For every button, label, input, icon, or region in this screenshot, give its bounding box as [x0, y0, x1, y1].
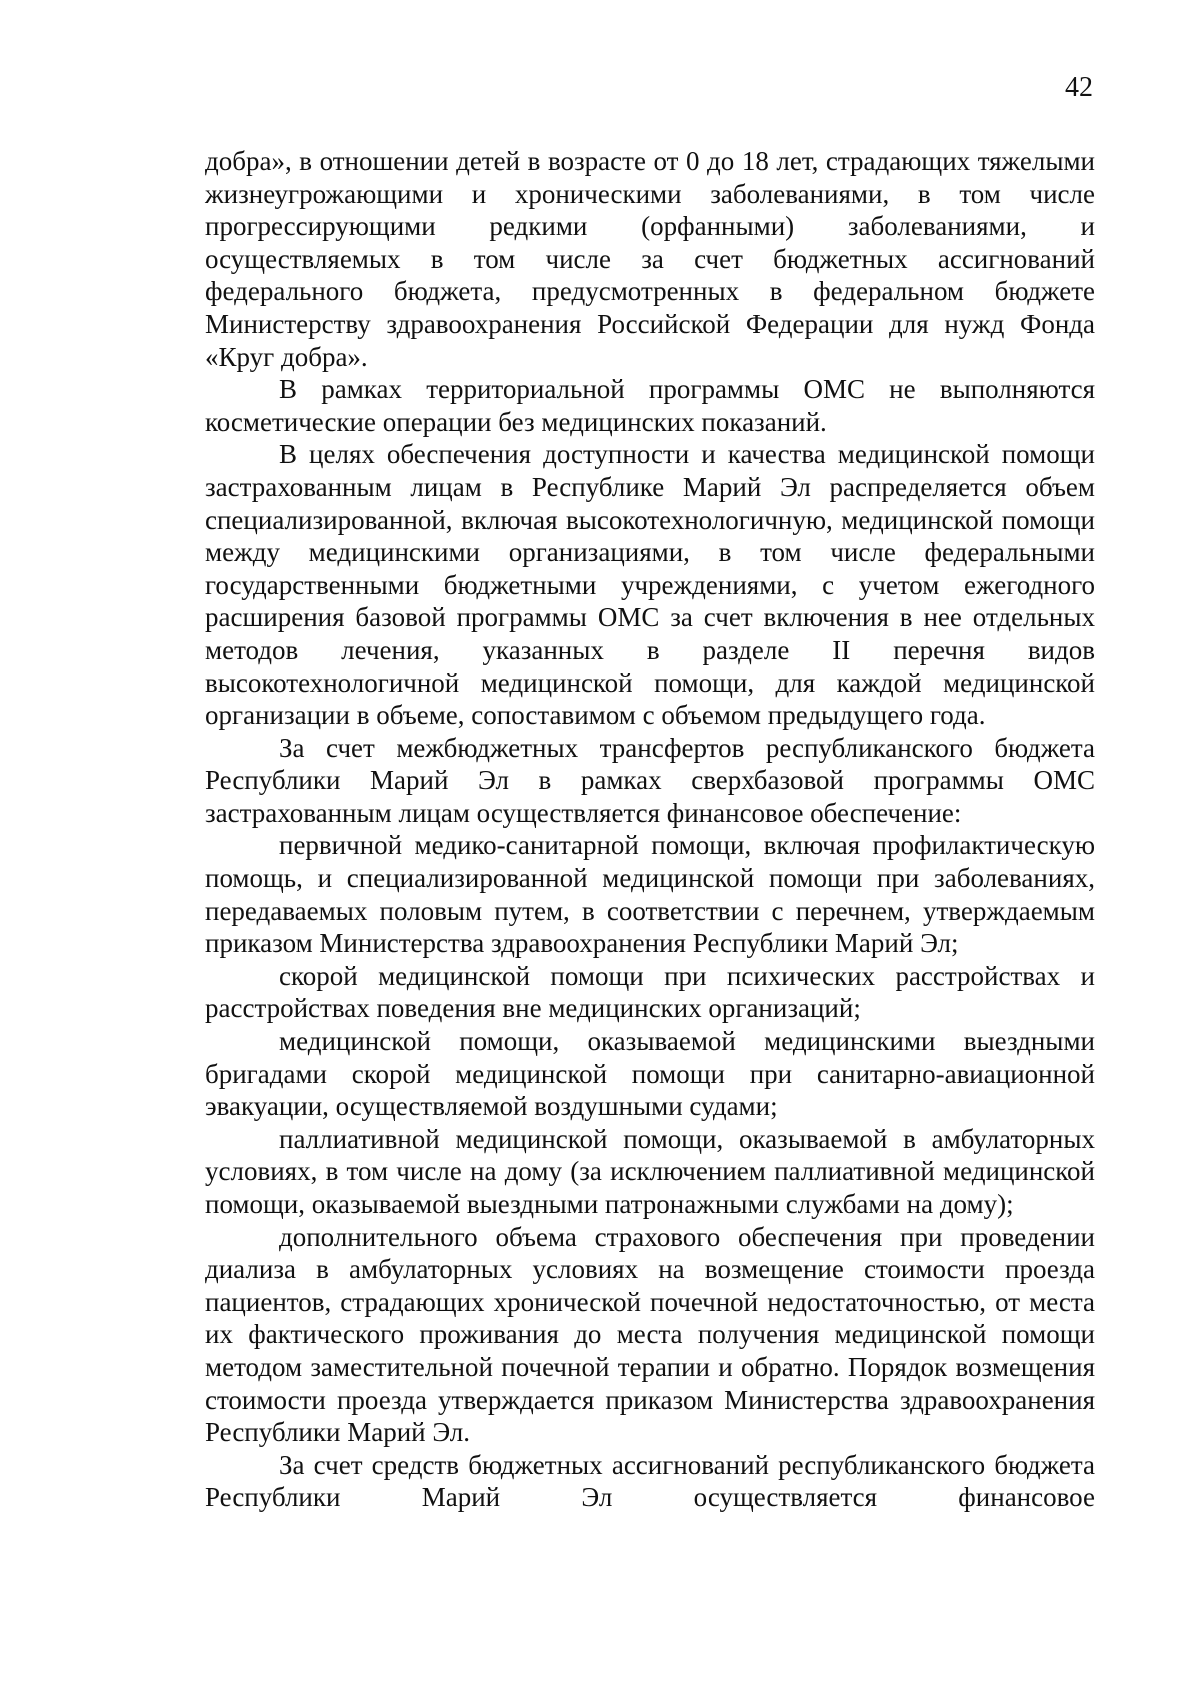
- page-number: 42: [1065, 72, 1093, 103]
- paragraph-volume-distribution: В целях обеспечения доступности и качества медицинской помощи застрахованным лицам в Республике Марий Эл распределяется объем специализированной, включая высокотехнологичную, медицинской помощи между медицинскими организациями, в том числе федеральными государственными бюджетными учреждениями, с учетом ежегодного расширения базовой программы ОМС за счет включения в нее отдельных методов лечения, указанных в разделе II перечня видов высокотехнологичной медицинской помощи, для каждой медицинской организации в объеме, сопоставимом с объемом предыдущего года.: [205, 439, 1095, 731]
- paragraph-fund-financing: добра», в отношении детей в возрасте от 0 до 18 лет, страдающих тяжелыми жизнеугрожающими и хроническими заболеваниями, в том числе прогрессирующими редкими (орфанными) заболеваниями, и осуществляемых в том числе за счет бюджетных ассигнований федерального бюджета, предусмотренных в федеральном бюджете Министерству здравоохранения Российской Федерации для нужд Фонда «Круг добра».: [205, 146, 1095, 372]
- list-item-emergency-psychiatric: скорой медицинской помощи при психических расстройствах и расстройствах поведения вне медицинских организаций;: [205, 960, 1095, 1024]
- document-body: [205, 145, 1095, 1514]
- list-item-dialysis-travel: дополнительного объема страхового обеспечения при проведении диализа в амбулаторных условиях на возмещение стоимости проезда пациентов, страдающих хронической почечной недостаточностью, от места их фактического проживания до места получения медицинской помощи методом заместительной почечной терапии и обратно. Порядок возмещения стоимости проезда утверждается приказом Министерства здравоохранения Республики Марий Эл.: [205, 1221, 1095, 1448]
- list-item-primary-care: первичной медико-санитарной помощи, включая профилактическую помощь, и специализированной медицинской помощи при заболеваниях, передаваемых половым путем, в соответствии с перечнем, утверждаемым приказом Министерства здравоохранения Республики Марий Эл;: [205, 830, 1095, 959]
- list-item-palliative-care: паллиативной медицинской помощи, оказываемой в амбулаторных условиях, в том числе на дому (за исключением паллиативной медицинской помощи, оказываемой выездными патронажными службами на дому);: [205, 1123, 1095, 1219]
- paragraph-cosmetic-operations: В рамках территориальной программы ОМС не выполняются косметические операции без медицинских показаний.: [205, 374, 1095, 437]
- paragraph-budget-allocations: За счет средств бюджетных ассигнований республиканского бюджета Республики Марий Эл осуществляется финансовое: [205, 1449, 1095, 1513]
- list-item-air-evacuation: медицинской помощи, оказываемой медицинскими выездными бригадами скорой медицинской помощи при санитарно-авиационной эвакуации, осуществляемой воздушными судами;: [205, 1026, 1095, 1122]
- paragraph-interbudget-transfers: За счет межбюджетных трансфертов республиканского бюджета Республики Марий Эл в рамках сверхбазовой программы ОМС застрахованным лицам осуществляется финансовое обеспечение:: [205, 732, 1095, 828]
